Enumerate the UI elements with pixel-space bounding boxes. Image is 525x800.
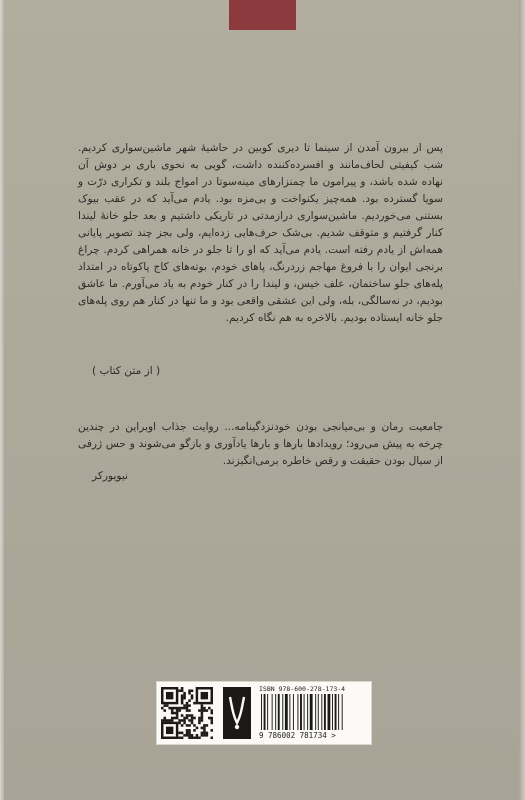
left-page-edge (0, 0, 4, 800)
excerpt-source-label: ( از متن کتاب ) (92, 365, 161, 377)
excerpt-paragraph (78, 140, 443, 327)
review-text: جامعیت رمان و بی‌میانجی بودن خودنزدگینامه... روایت جذاب اوبراین در چندین چرخه به پیش می‌رود؛ رویدادها بارها و بارها یادآوری و بازگو می‌شوند و حس ژرفی از سیال بودن حقیقت و رقص خاطره برمی‌انگیزند. (78, 420, 443, 467)
accent-band (229, 0, 296, 30)
publisher-logo-icon (223, 687, 251, 739)
review-source: نیویورکر (92, 470, 129, 482)
isbn-label: ISBN 978-600-278-173-4 (259, 685, 346, 693)
barcode-panel (156, 681, 372, 745)
review-paragraph (78, 408, 443, 480)
right-page-edge (519, 0, 525, 800)
qr-code-icon (161, 687, 213, 739)
barcode-number: 9 786002 781734 > (259, 731, 336, 740)
isbn-barcode (259, 685, 367, 741)
excerpt-text: پس از بیرون آمدن از سینما تا دیری کوبین در حاشیهٔ شهر ماشین‌سواری کردیم. شب کیفیتی لحاف‌مانند و افسرده‌کننده داشت، گویی به نحوی باری بر دوش آن نهاده شده باشد، و پیرامون ما چمنزارهای مینه‌سوتا در امواج بلند و تکراری درّت و سویا گسترده بود. همه‌چیز یکنواخت و بی‌مزه بود. یادم می‌آید که در عقب بیوک بستنی می‌خوردیم. ماشین‌سواری درازمدتی در تاریکی داشتیم و بعد جلو خانهٔ لیندا کنار گرفتیم و متوقف شدیم. بی‌شک حرف‌هایی زده‌ایم، ولی بجز چند تصویر پایانی همه‌اش از یادم رفته است. یادم می‌آید که او را تا جلو در خانه همراهی کردم. چراغ برنجی ایوان را با فروغ مهاجم زردرنگ، پاهای خودم، بوته‌های کاج پاکوتاه در امتداد پله‌های جلو ساختمان، علف خیس، و لیندا را در کنار خودم به یاد می‌آورم. ما عاشق بودیم، در نه‌سالگی، بله، ولی این عشقی واقعی بود و ما تنها در کنار هم روی پله‌های جلو خانه ایستاده بودیم. بالاخره به هم نگاه کردیم. (78, 142, 443, 324)
